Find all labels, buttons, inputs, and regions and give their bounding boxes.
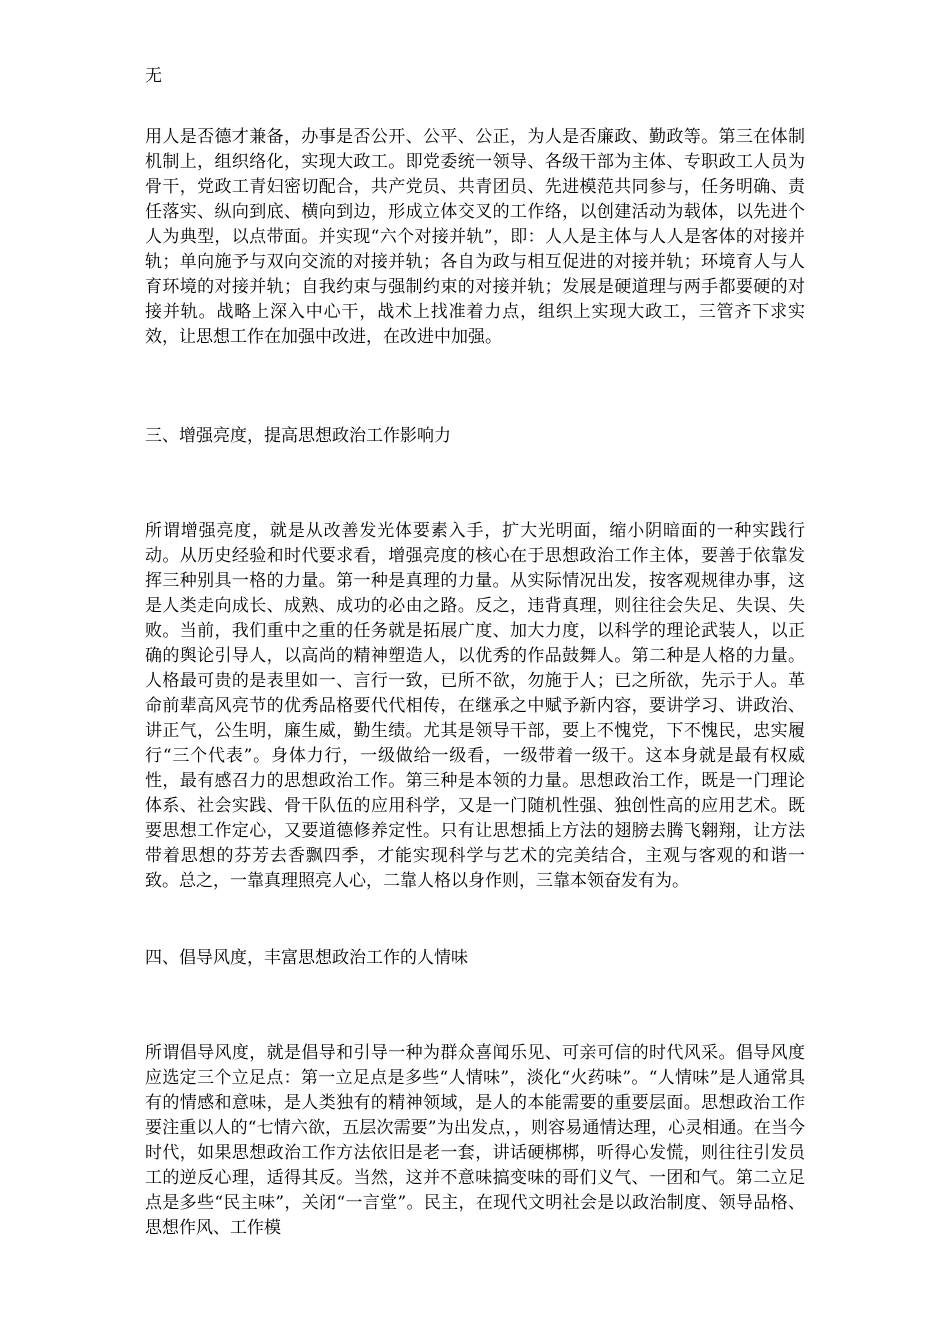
section-heading: 三、增强亮度，提高思想政治工作影响力: [145, 426, 451, 446]
body-paragraph: 所谓增强亮度，就是从改善发光体要素入手，扩大光明面，缩小阴暗面的一种实践行动。从历史经验和时代要求看，增强亮度的核心在于思想政治工作主体，要善于依靠发挥三种别具一格的力量。第一种是真理的力量。从实际情况出发，按客观规律办事，这是人类走向成长、成熟、成功的必由之路。反之，违背真理，则往往会失足、失误、失败。当前，我们重中之重的任务就是拓展广度、加大力度，以科学的理论武装人，以正确的舆论引导人，以高尚的精神塑造人，以优秀的作品鼓舞人。第二种是人格的力量。人格最可贵的是表里如一、言行一致，已所不欲，勿施于人；已之所欲，先示于人。革命前辈高风亮节的优秀品格要代代相传，在继承之中赋予新内容，要讲学习、讲政治、讲正气，公生明，廉生威，勤生绩。尤其是领导干部，要上不愧党，下不愧民，忠实履行“三个代表”。身体力行，一级做给一级看，一级带着一级干。这本身就是最有权威性，最有感召力的思想政治工作。第三种是本领的力量。思想政治工作，既是一门理论体系、社会实践、骨干队伍的应用科学，又是一门随机性强、独创性高的应用艺术。既要思想工作定心，又要道德修养定性。只有让思想插上方法的翅膀去腾飞翱翔，让方法带着思想的芬芳去香飘四季，才能实现科学与艺术的完美结合，主观与客观的和谐一致。总之，一靠真理照亮人心，二靠人格以身作则，三靠本领奋发有为。: [145, 521, 805, 891]
section-heading: 四、倡导风度，丰富思想政治工作的人情味: [145, 948, 468, 968]
page-header: 无: [145, 66, 162, 86]
body-paragraph: 用人是否德才兼备，办事是否公开、公平、公正，为人是否廉政、勤政等。第三在体制机制上，组织络化，实现大政工。即党委统一领导、各级干部为主体、专职政工人员为骨干，党政工青妇密切配合，共产党员、共青团员、先进模范共同参与，任务明确、责任落实、纵向到底、横向到边，形成立体交叉的工作络，以创建活动为载体，以先进个人为典型，以点带面。并实现“六个对接并轨”，即：人人是主体与人人是客体的对接并轨；单向施予与双向交流的对接并轨；各自为政与相互促进的对接并轨；环境育人与人育环境的对接并轨；自我约束与强制约束的对接并轨；发展是硬道理与两手都要硬的对接并轨。战略上深入中心干，战术上找准着力点，组织上实现大政工，三管齐下求实效，让思想工作在加强中改进，在改进中加强。: [145, 127, 805, 347]
body-paragraph: 所谓倡导风度，就是倡导和引导一种为群众喜闻乐见、可亲可信的时代风采。倡导风度应选定三个立足点：第一立足点是多些“人情味”，淡化“火药味”。“人情味”是人通常具有的情感和意味，是人类独有的精神领域，是人的本能需要的重要层面。思想政治工作要注重以人的“七情六欲，五层次需要”为出发点，，则容易通情达理，心灵相通。在当今时代，如果思想政治工作方法依旧是老一套，讲话硬梆梆，听得心发慌，则往往引发员工的逆反心理，适得其反。当然，这并不意味搞变味的哥们义气、一团和气。第二立足点是多些“民主味”，关闭“一言堂”。民主，在现代文明社会是以政治制度、领导品格、思想作风、工作模: [145, 1043, 805, 1238]
